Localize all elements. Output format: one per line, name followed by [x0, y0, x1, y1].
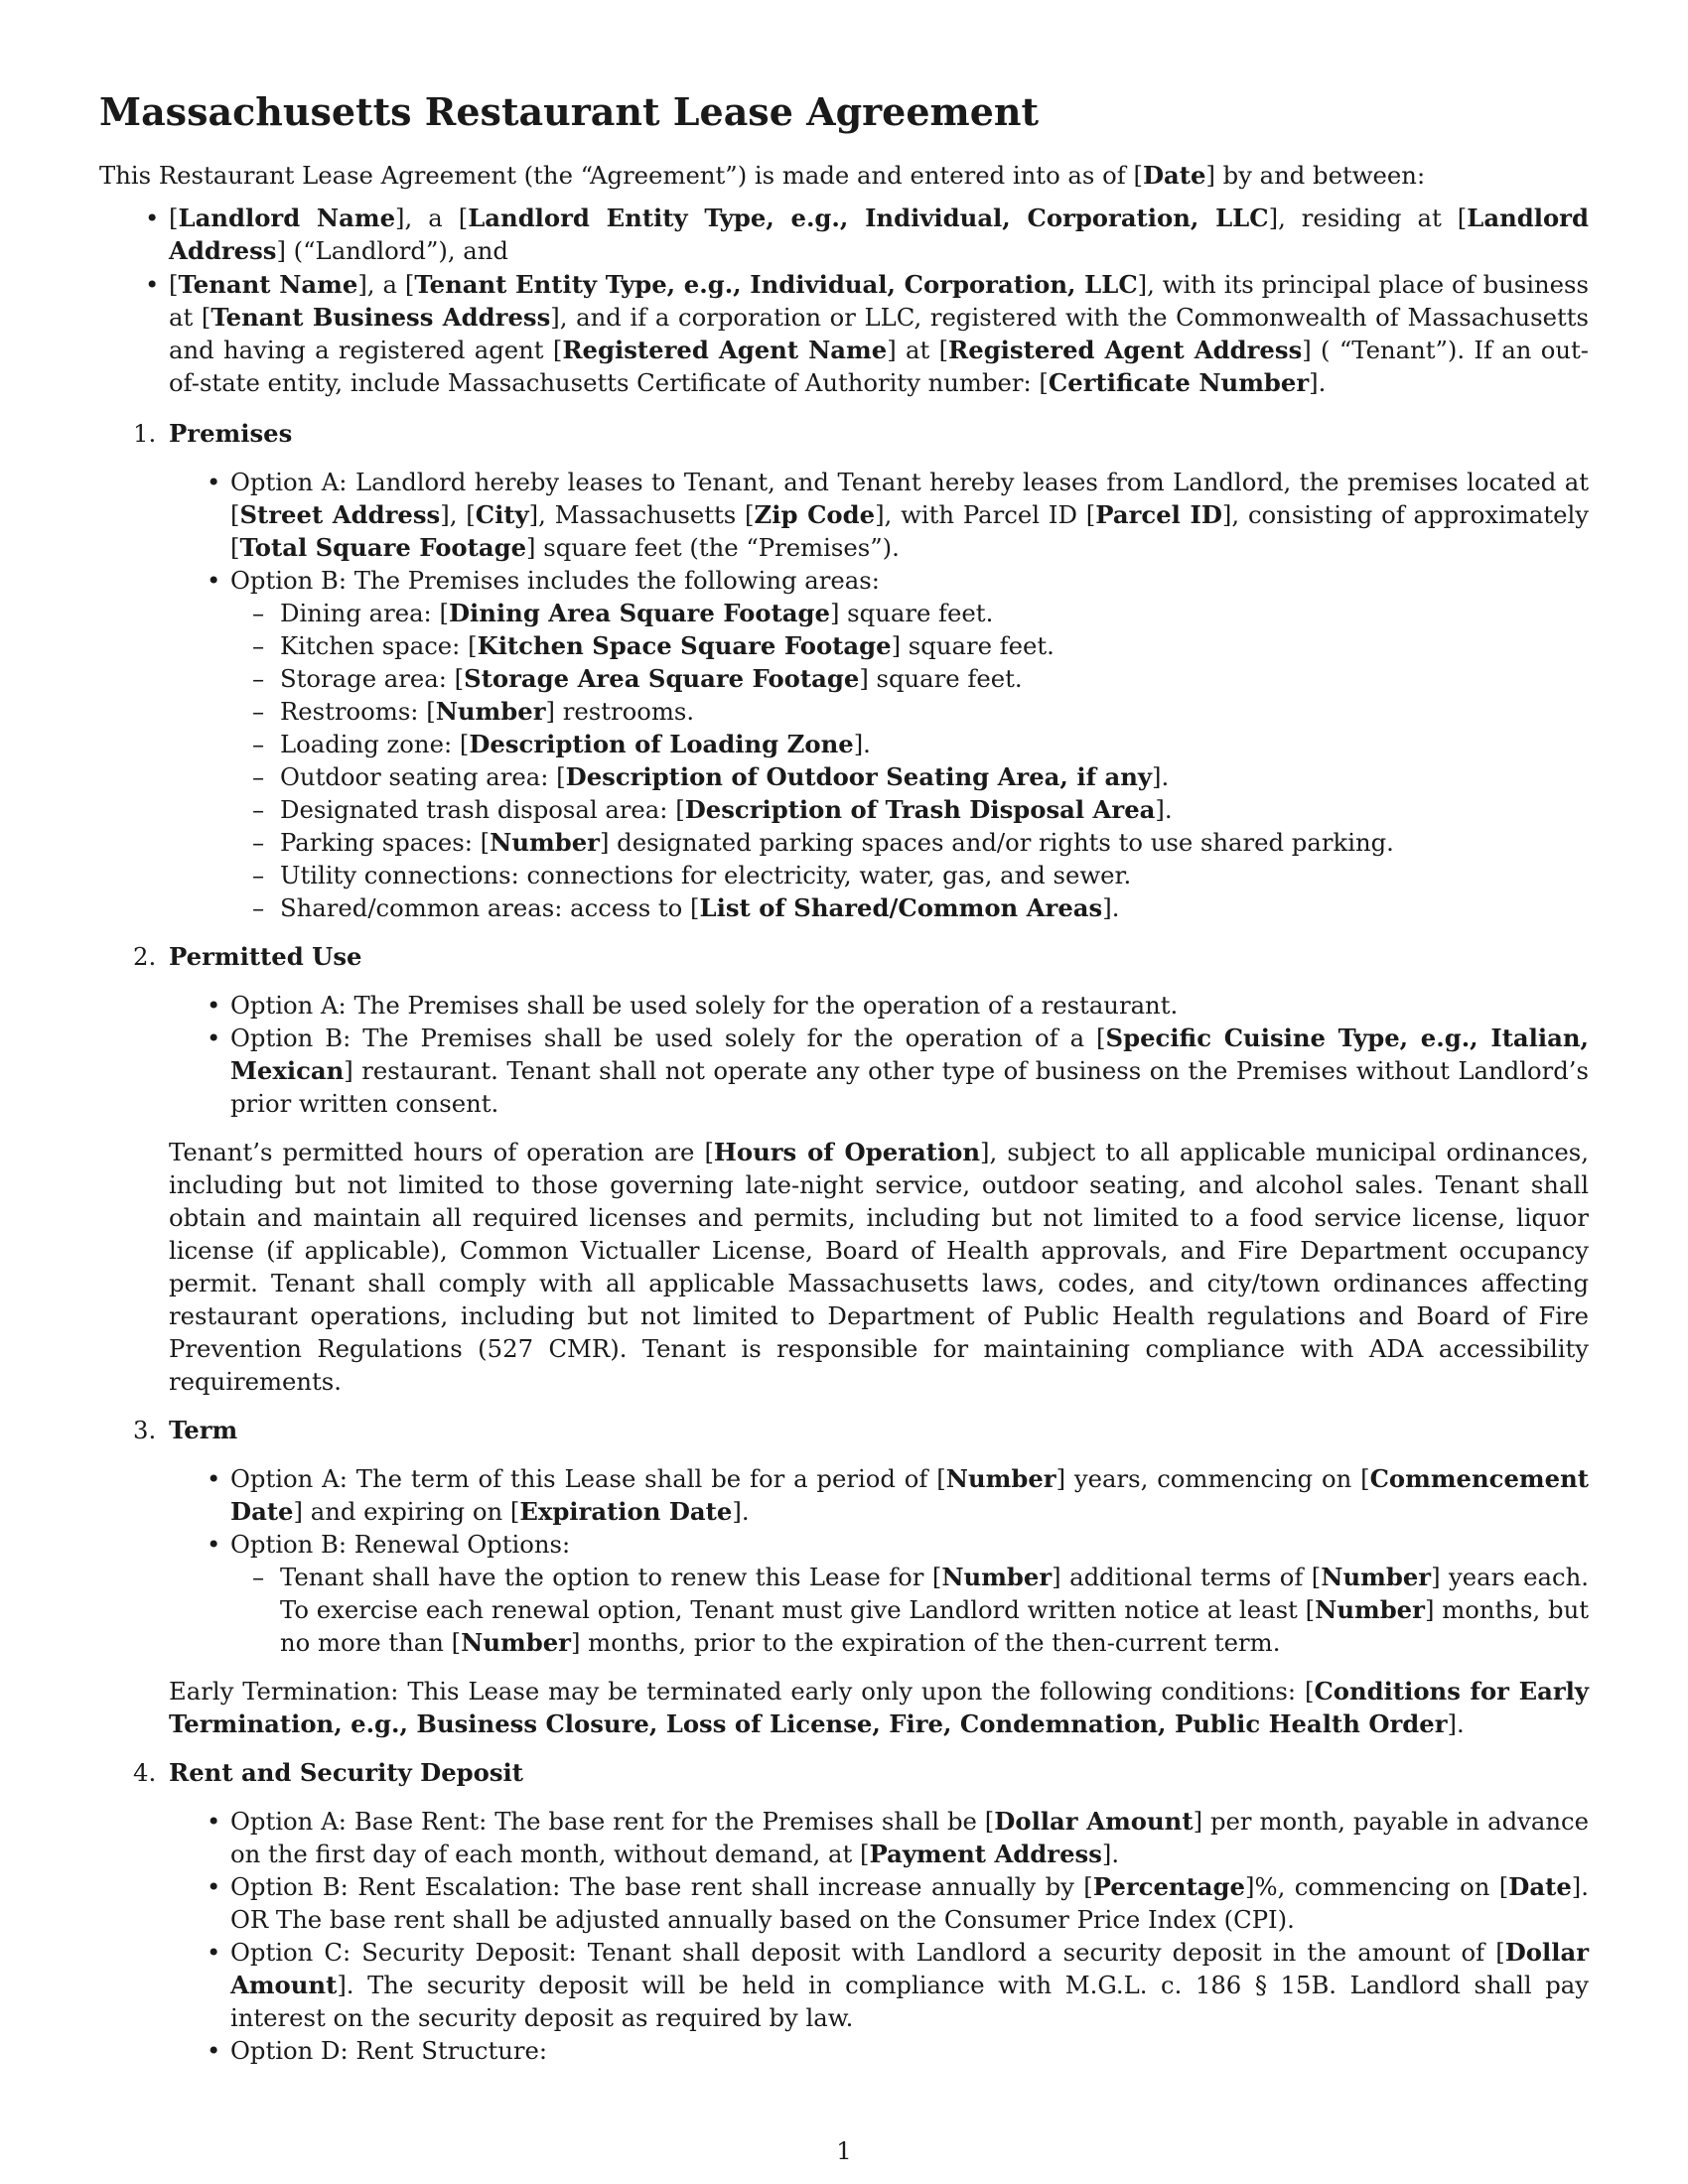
- section-title: Premises: [169, 419, 293, 448]
- options-list: [169, 466, 1589, 924]
- option-a: • Option A: Base Rent: The base rent for the Premises shall be [Dollar Amount] per month, payable in advance on the first day of each month, without demand, at [Payment Address].: [230, 1805, 1589, 1870]
- area-item-loading: – Loading zone: [Description of Loading Zone].: [280, 728, 1589, 760]
- document-title: Massachusetts Restaurant Lease Agreement: [99, 89, 1040, 134]
- section-number: 3.: [133, 1416, 157, 1444]
- area-item-dining: – Dining area: [Dining Area Square Footage] square feet.: [280, 597, 1589, 629]
- section-term: [133, 1414, 1589, 1740]
- area-item-utility: – Utility connections: connections for electricity, water, gas, and sewer.: [280, 859, 1589, 891]
- section-number: 4.: [133, 1758, 157, 1787]
- section-number: 1.: [133, 419, 157, 448]
- parties-list: [99, 202, 1589, 399]
- section-title: Permitted Use: [169, 942, 362, 971]
- option-b: • Option B: Rent Escalation: The base rent shall increase annually by [Percentage]%, commencing on [Date]. OR The base rent shall be adjusted annually based on the Consumer Price Index (CPI).: [230, 1870, 1589, 1936]
- party-landlord: • [Landlord Name], a [Landlord Entity Type, e.g., Individual, Corporation, LLC], residing at [Landlord Address] (“Landlord”), and: [169, 202, 1589, 267]
- party-tenant: • [Tenant Name], a [Tenant Entity Type, e.g., Individual, Corporation, LLC], with its principal place of business at [Tenant Business Address], and if a corporation or LLC, registered with the Commonwealth of Massachusetts and having a registered agent [Registered Agent Name] at [Registered Agent Address] ( “Tenant”). If an out-of-state entity, include Massachusetts Certificate of Authority number: [Certificate Number].: [169, 268, 1589, 399]
- area-item-outdoor: – Outdoor seating area: [Description of Outdoor Seating Area, if any].: [280, 760, 1589, 793]
- intro-paragraph: This Restaurant Lease Agreement (the “Agreement”) is made and entered into as of [Date] by and between:: [99, 161, 1426, 190]
- renewal-list: [230, 1561, 1589, 1659]
- area-item-trash: – Designated trash disposal area: [Description of Trash Disposal Area].: [280, 793, 1589, 826]
- section-permitted-use: [133, 940, 1589, 1398]
- renewal-item: – Tenant shall have the option to renew this Lease for [Number] additional terms of [Number] years each. To exercise each renewal option, Tenant must give Landlord written notice at least [Number] months, but no more than [Number] months, prior to the expiration of the then-current term.: [280, 1561, 1589, 1659]
- area-item-shared: – Shared/common areas: access to [List of Shared/Common Areas].: [280, 891, 1589, 924]
- section-premises: [133, 417, 1590, 924]
- options-list: [169, 1462, 1589, 1659]
- section-number: 2.: [133, 942, 157, 971]
- area-item-kitchen: – Kitchen space: [Kitchen Space Square Footage] square feet.: [280, 629, 1589, 662]
- option-b: • Option B: The Premises includes the following areas: – Dining area: [Dining Area Square Footage] square feet. – Kitchen space: [Kitchen Space Square Footage] square feet. – Storage area: [Storage Area Square Footage] square feet. – Restrooms: [Number] restrooms. – Loading zone: [Description of Loading Zone]. – Outdoor seating area: [Description of Outdoor Seating Area, if any]. – Designated trash disposal area: [Description of Trash Disposal Area]. – Parking spaces: [Number] designated parking spaces and/or rights to use shared parking. – Utility connections: connections for electricity, water, gas, and sewer. – Shared/common areas: access to [List of Shared/Common Areas].: [230, 564, 1589, 924]
- option-a: • Option A: Landlord hereby leases to Tenant, and Tenant hereby leases from Landlord, the premises located at [Street Address], [City], Massachusetts [Zip Code], with Parcel ID [Parcel ID], consisting of approximately [Total Square Footage] square feet (the “Premises”).: [230, 466, 1589, 564]
- area-item-storage: – Storage area: [Storage Area Square Footage] square feet.: [280, 662, 1589, 695]
- option-c: • Option C: Security Deposit: Tenant shall deposit with Landlord a security deposit in the amount of [Dollar Amount]. The security deposit will be held in compliance with M.G.L. c. 186 § 15B. Landlord shall pay interest on the security deposit as required by law.: [230, 1936, 1589, 2034]
- document-body: [99, 79, 1589, 2083]
- option-b: • Option B: The Premises shall be used solely for the operation of a [Specific Cuisine Type, e.g., Italian, Mexican] restaurant. Tenant shall not operate any other type of business on the Premises without Landlord’s prior written consent.: [230, 1022, 1589, 1120]
- section-rent-and-deposit: [133, 1756, 1589, 2067]
- option-a: • Option A: The term of this Lease shall be for a period of [Number] years, commencing on [Commencement Date] and expiring on [Expiration Date].: [230, 1462, 1589, 1528]
- option-d: • Option D: Rent Structure:: [230, 2034, 1589, 2067]
- section-title: Term: [169, 1416, 238, 1444]
- option-a: • Option A: The Premises shall be used solely for the operation of a restaurant.: [230, 989, 1589, 1022]
- area-item-restrooms: – Restrooms: [Number] restrooms.: [280, 695, 1589, 728]
- page-number: 1: [836, 2136, 852, 2165]
- section-title: Rent and Security Deposit: [169, 1758, 524, 1787]
- options-list: [169, 1805, 1589, 2067]
- sections-list: [99, 417, 1589, 2067]
- option-b: • Option B: Renewal Options: – Tenant shall have the option to renew this Lease for [Number] additional terms of [Number] years each. To exercise each renewal option, Tenant must give Landlord written notice at least [Number] months, but no more than [Number] months, prior to the expiration of the then-current term.: [230, 1528, 1589, 1659]
- areas-list: [230, 597, 1589, 924]
- options-list: [169, 989, 1589, 1120]
- early-termination-paragraph: Early Termination: This Lease may be terminated early only upon the following conditions: [Conditions for Early Termination, e.g., Business Closure, Loss of License, Fire, Condemnation, Public Health Order].: [169, 1677, 1589, 1738]
- hours-paragraph: Tenant’s permitted hours of operation are [Hours of Operation], subject to all applicable municipal ordinances, including but not limited to those governing late-night service, outdoor seating, and alcohol sales. Tenant shall obtain and maintain all required licenses and permits, including but not limited to a food service license, liquor license (if applicable), Common Victualler License, Board of Health approvals, and Fire Department occupancy permit. Tenant shall comply with all applicable Massachusetts laws, codes, and city/town ordinances affecting restaurant operations, including but not limited to Department of Public Health regulations and Board of Fire Prevention Regulations (527 CMR). Tenant is responsible for maintaining compliance with ADA accessibility requirements.: [169, 1138, 1589, 1396]
- area-item-parking: – Parking spaces: [Number] designated parking spaces and/or rights to use shared parking.: [280, 826, 1589, 859]
